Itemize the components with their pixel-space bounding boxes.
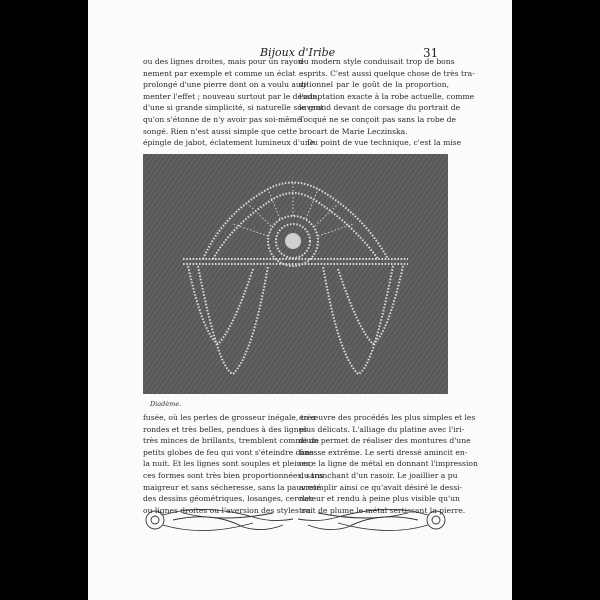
text-line: nateur et rendu à peine plus visible qu'un [299,494,460,504]
text-line: brocart de Marie Leczinska. [299,126,408,136]
text-line: ou des lignes droites, mais pour un rayon- [143,57,306,66]
text-line: nement par exemple et comme un éclat [143,68,296,78]
text-line: très minces de brillants, tremblent comme de [143,436,319,446]
text-line: finesse extrême. Le serti dressé amincit en- [299,447,468,457]
text-line: dium permet de réaliser des montures d'une [299,436,471,446]
top-left-column [143,56,324,149]
text-line: songé. Rien n'est aussi simple que cette [143,126,298,136]
figure-caption: Diadème. [150,400,182,408]
text-line: ditionnel par le goût de la proportion, [299,80,449,90]
bottom-right-column [299,412,478,516]
text-line: plus délicats. L'alliage du platine avec l'iri- [299,424,465,434]
diadem-photograph [143,154,448,394]
bottom-left-column [143,412,324,516]
text-line: l'adaptation exacte à la robe actuelle, comme [299,91,475,101]
text-line: la nuit. Et les lignes sont souples et pleines, [143,459,313,469]
text-line: en œuvre des procédés les plus simples et les [299,413,476,422]
text-line: menter l'effet ; nouveau surtout par le dessin, [143,91,320,101]
text-line: Du point de vue technique, c'est la mise [307,138,462,148]
text-line: petits globes de feu qui vont s'éteindre dans [143,447,314,457]
running-title: Bijoux d'Iribe [260,46,336,59]
text-line: Tocqué ne se conçoit pas sans la robe de [299,114,457,124]
text-line: du modern style conduisait trop de bons [299,57,455,66]
text-line: épingle de jabot, éclatement lumineux d'une [143,138,315,148]
document-page [88,0,512,600]
text-line: des dessins géométriques, losanges, cercles [143,494,313,504]
text-line: prolongé d'une pierre dont on a voulu aug- [143,80,309,90]
text-line: qu'on s'étonne de n'y avoir pas soi-même [143,114,302,124]
text-line: le grand devant de corsage du portrait de [299,103,461,113]
text-line: maigreur et sans sécheresse, sans la pauvreté [143,482,322,492]
text-line: trait de plume le métal sertissant la pierre. [299,505,466,515]
text-line: ces formes sont très bien proportionnées, sans [143,470,324,480]
decorative-ornament [143,503,466,537]
text-line: rondes et très belles, pendues à des lignes [143,424,308,434]
text-line: core la ligne de métal en donnant l'impression [299,459,478,469]
text-line: fusée, où les perles de grosseur inégale, très [143,413,316,422]
text-line: du tranchant d'un rasoir. Le joaillier a pu [299,470,458,480]
text-line: accomplir ainsi ce qu'avait désiré le dessi- [299,482,463,492]
page-number: 31 [423,46,439,60]
top-right-column [299,56,475,149]
text-line: d'une si grande simplicité, si naturelle souvent [143,103,324,113]
text-line: esprits. C'est aussi quelque chose de très tra- [299,68,475,78]
text-line: ou lignes droites ou l'aversion des styles ou [143,505,311,515]
